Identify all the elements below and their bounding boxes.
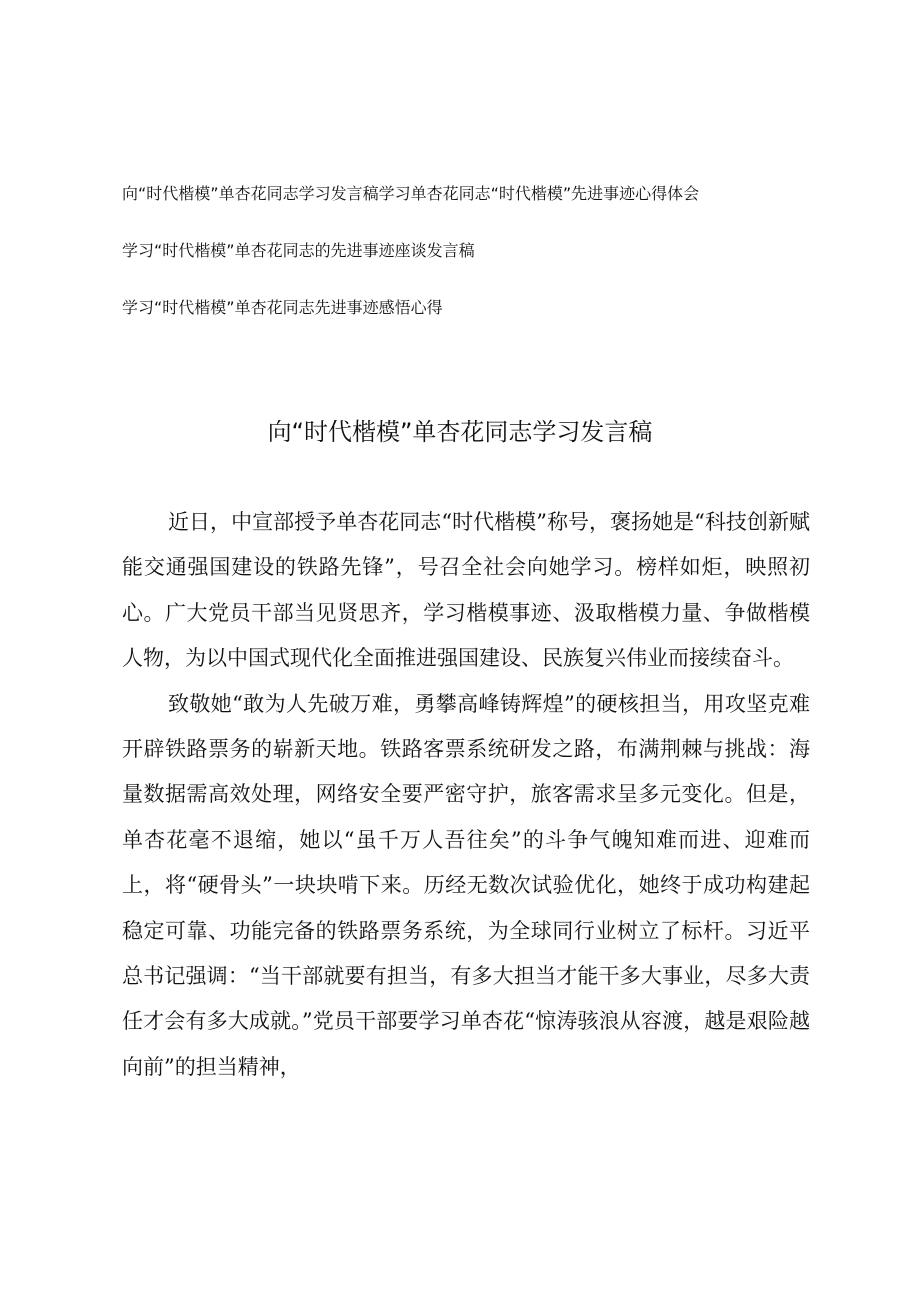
toc-item: 向“时代楷模”单杏花同志学习发言稿学习单杏花同志“时代楷模”先进事迹心得体会 [122,184,700,203]
body-paragraph: 致敬她“敢为人先破万难，勇攀高峰铸辉煌”的硬核担当，用攻坚克难开辟铁路票务的崭新天地。铁路客票系统研发之路，布满荆棘与挑战：海量数据需高效处理，网络安全要严密守护，旅客需求呈多元变化。但是，单杏花毫不退缩，她以“虽千万人吾往矣”的斗争气魄知难而进、迎难而上，将“硬骨头”一块块啃下来。历经无数次试验优化，她终于成功构建起稳定可靠、功能完备的铁路票务系统，为全球同行业树立了标杆。习近平总书记强调：“当干部就要有担当，有多大担当才能干多大事业，尽多大责任才会有多大成就。”党员干部要学习单杏花“惊涛骇浪从容渡，越是艰险越向前”的担当精神， [122,691,810,1079]
toc-item: 学习“时代楷模”单杏花同志的先进事迹座谈发言稿 [122,241,475,260]
table-of-contents [122,180,842,351]
toc-item: 学习“时代楷模”单杏花同志先进事迹感悟心得 [122,298,443,317]
document-body [122,500,810,1090]
document-title: 向“时代楷模”单杏花同志学习发言稿 [267,418,653,446]
body-paragraph: 近日，中宣部授予单杏花同志“时代楷模”称号，褒扬她是“科技创新赋能交通强国建设的铁路先锋”，号召全社会向她学习。榜样如炬，映照初心。广大党员干部当见贤思齐，学习楷模事迹、汲取楷模力量、争做楷模人物，为以中国式现代化全面推进强国建设、民族复兴伟业而接续奋斗。 [122,510,810,671]
